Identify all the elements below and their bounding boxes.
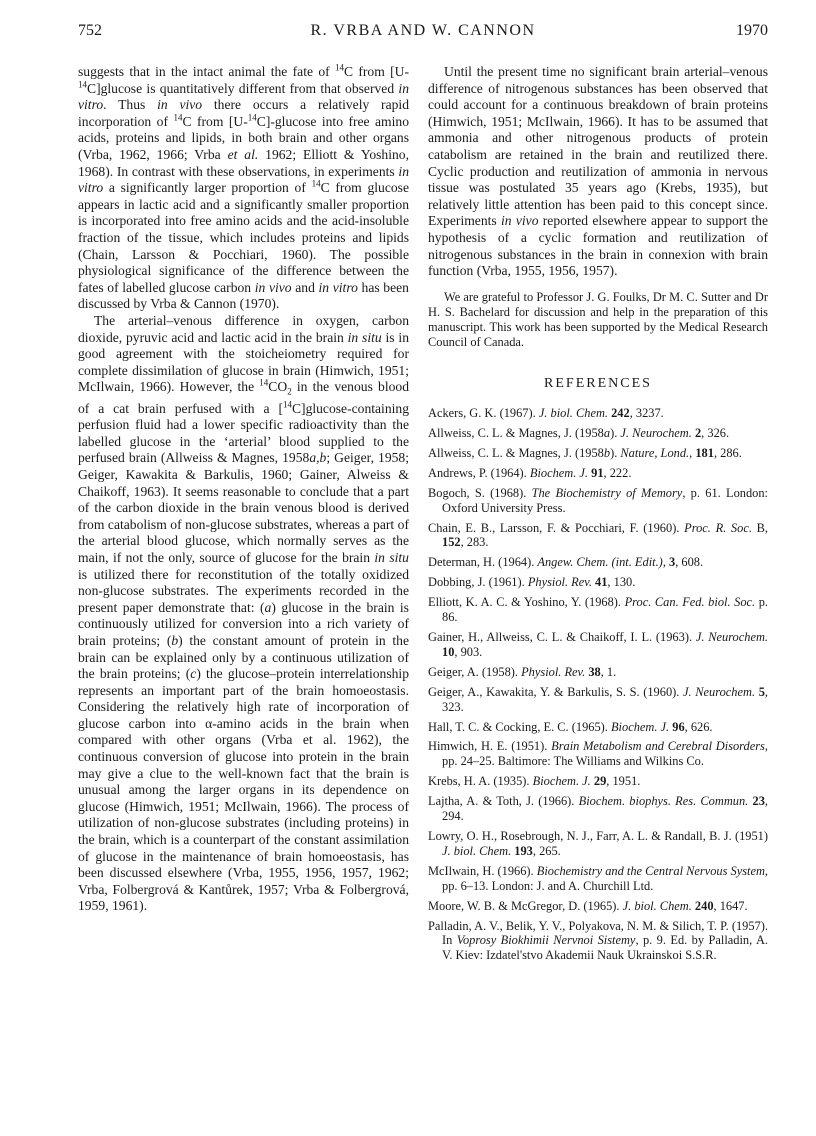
volume-number: 3 xyxy=(669,555,676,570)
year: 1970 xyxy=(736,22,768,39)
text-run: Hall, T. C. & Cocking, E. C. (1965). xyxy=(428,719,611,734)
superscript: 14 xyxy=(247,112,257,123)
text-run: , xyxy=(689,445,696,460)
italic-run: J. Neurochem. xyxy=(620,426,692,441)
text-run: McIlwain, H. (1966). xyxy=(428,863,537,878)
text-run: , p. 61. London: Oxford University Press. xyxy=(442,485,768,515)
text-run: ). xyxy=(610,426,621,441)
paragraph xyxy=(78,64,409,313)
superscript: 14 xyxy=(259,377,269,388)
text-run: Palladin, A. V., Belik, Y. V., Polyakova, N. M. & Silich, T. P. (1957). In xyxy=(428,918,768,948)
italic-run: J. Neurochem. xyxy=(683,684,756,699)
italic-run: a,b xyxy=(309,450,327,466)
superscript: 14 xyxy=(311,178,321,189)
volume-number: 23 xyxy=(752,794,765,809)
italic-run: in vitro xyxy=(78,80,409,113)
italic-run: J. biol. Chem. xyxy=(538,406,608,421)
text-run: Andrews, P. (1964). xyxy=(428,465,530,480)
italic-run: a xyxy=(603,426,611,441)
italic-run: J. Neurochem. xyxy=(695,630,768,644)
paragraph xyxy=(428,64,768,280)
text-run: , 1. xyxy=(600,664,617,679)
text-run: , pp. 6–13. London: J. and A. Churchill Ltd. xyxy=(442,863,769,893)
references-heading: REFERENCES xyxy=(544,375,652,391)
text-run: ; Geiger, 1958; Geiger, Kawakita & Barkulis, 1960; Gainer, Alweiss & Chaikoff, 1963). It seems reasonable to conclude that a part of the carbon dioxide in the brain venous blood is derived from catabolism of non-glucose substrates, whereas a part of the arterial blood glucose, which normally serves as the main, if not the only, source of glucose for the brain xyxy=(78,450,409,565)
text-run: in the venous blood of a cat brain perfused with a [ xyxy=(78,379,409,416)
italic-run: Brain Metabolism and Cerebral Disorders xyxy=(551,739,765,754)
italic-run: Proc. Can. Fed. biol. Soc. xyxy=(624,595,756,610)
text-run: ) the glucose–protein interrelationship represents an important part of the brain homoeostasis. Considering the relatively high rate of incorporation of glucose carbon into α-amino acids in the brain when compared with other organs (Vrba xyxy=(78,666,409,748)
text-run: Bogoch, S. (1968). xyxy=(428,485,532,500)
text-run: Determan, H. (1964). xyxy=(428,555,538,570)
italic-run: Physiol. Rev. xyxy=(521,664,586,679)
reference xyxy=(428,864,768,894)
reference xyxy=(428,446,768,461)
text-run: , 130. xyxy=(607,575,636,590)
text-run: ). xyxy=(610,445,621,460)
text-run: and xyxy=(291,279,319,295)
text-run: , xyxy=(662,555,670,570)
italic-run: in situ xyxy=(374,549,409,565)
text-run: Until the present time no significant brain arterial–venous difference of nitrogenous substances has been observed that could account for a continuous breakdown of brain proteins (Himwich, 1951; McIlwain, 1966). It has to be assumed that ammonia and other nitrogenous products of protein catabolism are retained in the brain and reutilized there. Cyclic production and reutilization of ammonia in nervous tissue was postulated 35 years ago (Krebs, 1935), but relatively little attention has been paid to this concept since. Experiments xyxy=(428,64,768,229)
text-run: C from glucose appears in lactic acid and a significantly smaller proportion is incorporated into free amino acids and the acid-insoluble fraction of the tissue, which includes proteins and lipids (Chain, Larsson & Pocchiari, 1960). The possible physiological significance of the difference between the fates of labelled glucose carbon xyxy=(78,180,409,295)
reference xyxy=(428,426,768,441)
italic-run: Angew. Chem. (int. Edit.) xyxy=(537,555,663,570)
text-run: , 3237. xyxy=(629,406,664,421)
reference xyxy=(428,595,768,625)
text-run: Geiger, A., Kawakita, Y. & Barkulis, S. S. (1960). xyxy=(428,684,684,699)
italic-run: in vivo xyxy=(157,97,203,113)
volume-number: 10 xyxy=(442,644,455,659)
italic-run: J. biol. Chem. xyxy=(622,898,692,913)
reference xyxy=(428,555,768,570)
italic-run: in vivo xyxy=(501,213,539,229)
text-run: C from [U- xyxy=(343,64,409,79)
text-run: Gainer, H., Allweiss, C. L. & Chaikoff, I. L. (1963). xyxy=(428,630,696,644)
italic-run: Physiol. Rev. xyxy=(527,575,592,590)
text-run: , 903. xyxy=(454,644,483,659)
text-run: Lajtha, A. & Toth, J. (1966). xyxy=(428,794,579,809)
text-run: , 222. xyxy=(603,465,632,480)
italic-run: Proc. R. Soc. xyxy=(684,520,752,535)
text-run: Allweiss, C. L. & Magnes, J. (1958 xyxy=(428,426,604,441)
text-run: Geiger, A. (1958). xyxy=(428,664,522,679)
text-run: . Thus xyxy=(103,97,158,113)
text-run: Ackers, G. K. (1967). xyxy=(428,406,539,421)
italic-run: Voprosy Biokhimii Nervnoi Sistemy xyxy=(456,933,636,948)
text-run: Allweiss, C. L. & Magnes, J. (1958 xyxy=(428,445,604,460)
text-run: , 294. xyxy=(442,794,769,824)
reference xyxy=(428,899,768,914)
reference xyxy=(428,665,768,680)
italic-run: Biochem. J. xyxy=(610,719,670,734)
text-run: , 1951. xyxy=(606,774,641,789)
reference xyxy=(428,466,768,481)
right-column xyxy=(428,64,768,968)
text-run: Krebs, H. A. (1935). xyxy=(428,774,533,789)
italic-run: in vitro xyxy=(318,279,358,295)
volume-number: 38 xyxy=(588,664,601,679)
volume-number: 29 xyxy=(593,774,607,789)
text-run: , p. 9. Ed. by Palladin, A. V. Kiev: Izdatel'stvo Akademii Nauk Ukrainskoi S.S.R. xyxy=(442,933,768,963)
reference xyxy=(428,829,768,859)
text-run: Elliott, K. A. C. & Yoshino, Y. (1968). xyxy=(428,595,625,610)
superscript: 14 xyxy=(282,399,292,410)
text-run: suggests that in the intact animal the fate of xyxy=(78,64,335,79)
text-run: p. 86. xyxy=(442,595,768,625)
italic-run: b xyxy=(603,445,611,460)
text-run: Chain, E. B., Larsson, F. & Pocchiari, F. (1960). xyxy=(428,520,685,535)
text-run: is in good agreement with the stoicheiometry required for complete dissimilation of glucose in brain (Himwich, 1951; McIlwain, 1966). However, the xyxy=(78,329,409,395)
reference xyxy=(428,720,768,735)
italic-run: The Biochemistry of Memory xyxy=(531,485,683,500)
reference xyxy=(428,685,768,715)
italic-run: Biochem. J. xyxy=(529,465,589,480)
italic-run: c xyxy=(190,666,197,682)
text-run: , 265. xyxy=(532,843,561,858)
reference xyxy=(428,521,768,551)
volume-number: 152 xyxy=(442,535,461,550)
text-run: , 326. xyxy=(701,426,730,441)
reference xyxy=(428,794,768,824)
text-run: C]glucose-containing perfusion fluid had a lower specific radioactivity than the labelled glucose in the ‘arterial’ blood supplied to the perfused brain (Allweiss & Magnes, 1958 xyxy=(78,400,409,466)
reference xyxy=(428,739,768,769)
text-run: ) the constant amount of protein in the brain can be explained only by a continuous utilization of the brain proteins; ( xyxy=(78,632,409,682)
subscript: 2 xyxy=(287,387,292,397)
text-run: CO xyxy=(268,379,288,395)
italic-run: Nature, Lond. xyxy=(620,445,690,460)
text-run: Moore, W. B. & McGregor, D. (1965). xyxy=(428,898,623,913)
italic-run: in vivo xyxy=(254,279,292,295)
running-title: R. VRBA AND W. CANNON xyxy=(310,22,536,39)
page-number: 752 xyxy=(78,22,102,39)
text-run: , 323. xyxy=(442,684,769,714)
volume-number: 193 xyxy=(514,843,533,858)
reference xyxy=(428,575,768,590)
text-run: Dobbing, J. (1961). xyxy=(428,575,528,590)
text-run: Lowry, O. H., Rosebrough, N. J., Farr, A. L. & Randall, B. J. (1951) xyxy=(428,828,768,843)
italic-run: in situ xyxy=(347,329,382,345)
volume-number: 96 xyxy=(672,719,685,734)
reference-list xyxy=(428,406,768,963)
text-run: 1962; Elliott & Yoshino, 1968). In contrast with these observations, in experiments xyxy=(78,146,409,179)
italic-run: Biochemistry and the Central Nervous System xyxy=(536,863,765,878)
text-run: B, xyxy=(751,520,769,535)
italic-run: in vitro xyxy=(78,163,409,196)
reference xyxy=(428,486,768,516)
reference xyxy=(428,919,768,964)
volume-number: 41 xyxy=(595,575,608,590)
text-run: has been discussed by Vrba & Cannon (1970). xyxy=(78,279,409,312)
text-run: C]glucose is quantitatively different from that observed xyxy=(87,80,399,96)
reference xyxy=(428,774,768,789)
text-run: ) glucose in the brain is continuously utilized for conversion into a rich variety of brain proteins; ( xyxy=(78,599,409,648)
reference xyxy=(428,630,768,660)
superscript: 14 xyxy=(78,79,87,90)
italic-run: a xyxy=(264,599,272,615)
text-run: reported elsewhere appear to support the hypothesis of a cyclic formation and reutilization of nitrogenous substances in the brain in connexion with brain function (Vrba, 1955, 1956, 1957). xyxy=(428,213,768,279)
text-run: , 626. xyxy=(684,719,713,734)
volume-number: 242 xyxy=(611,406,630,421)
text-run: , 608. xyxy=(675,555,704,570)
text-run: , 1647. xyxy=(713,898,748,913)
italic-run: b xyxy=(171,632,179,648)
text-run: C]-glucose into free amino acids, proteins and lipids, in both brain and other organs (Vrba, 1962, 1966; Vrba xyxy=(78,113,409,162)
italic-run: Biochem. J. xyxy=(532,774,591,789)
text-run: , 283. xyxy=(460,535,489,550)
superscript: 14 xyxy=(334,62,344,73)
page-header xyxy=(78,22,768,44)
text-run: there occurs a relatively rapid incorporation of xyxy=(78,97,409,129)
italic-run: J. biol. Chem. xyxy=(442,843,512,858)
volume-number: 181 xyxy=(695,445,714,460)
volume-number: 91 xyxy=(591,465,604,480)
text-run: is utilized there for reconstitution of the totally oxidized non-glucose substrates. The experiments recorded in the present paper demonstrate that: ( xyxy=(78,566,409,615)
text-run: C from [U- xyxy=(182,113,248,129)
left-column xyxy=(78,64,409,915)
italic-run: Biochem. biophys. Res. Commun. xyxy=(578,794,749,809)
text-run: Himwich, H. E. (1951). xyxy=(428,739,552,754)
italic-run: et al. xyxy=(227,146,259,162)
text-run: The arterial–venous difference in oxygen, carbon dioxide, pyruvic acid and lactic acid in the brain xyxy=(78,312,409,345)
reference xyxy=(428,406,768,421)
volume-number: 5 xyxy=(758,684,765,699)
acknowledgement: We are grateful to Professor J. G. Foulks, Dr M. C. Sutter and Dr H. S. Bachelard for discussion and help in the preparation of this manuscript. This work has been supported by the Medical Research Council of Canada. xyxy=(428,289,768,350)
text-run: , pp. 24–25. Baltimore: The Williams and Wilkins Co. xyxy=(442,739,768,769)
text-run: , 286. xyxy=(713,445,742,460)
volume-number: 240 xyxy=(694,898,714,913)
text-run: et al. xyxy=(302,732,337,748)
text-run: a significantly larger proportion of xyxy=(103,180,312,196)
text-run: 1962), the continuous conversion of glucose into protein in the brain may give a clue to the well-known fact that the brain is unusual among the larger organs in its dependence on glucose (Himwich, 1951; McIlwain, 1966). The process of utilization of non-glucose substrates (including proteins) in the brain, which is a counterpart of the constant assimilation of glucose in the maintenance of brain homoeostasis, has been discussed elsewhere (Vrba, 1955, 1956, 1957, 1962; Vrba, Folbergrová & Kantůrek, 1957; Vrba & Folbergrová, 1959, 1961). xyxy=(78,732,409,914)
paragraph xyxy=(78,313,409,915)
volume-number: 2 xyxy=(694,426,702,441)
superscript: 14 xyxy=(173,112,183,123)
